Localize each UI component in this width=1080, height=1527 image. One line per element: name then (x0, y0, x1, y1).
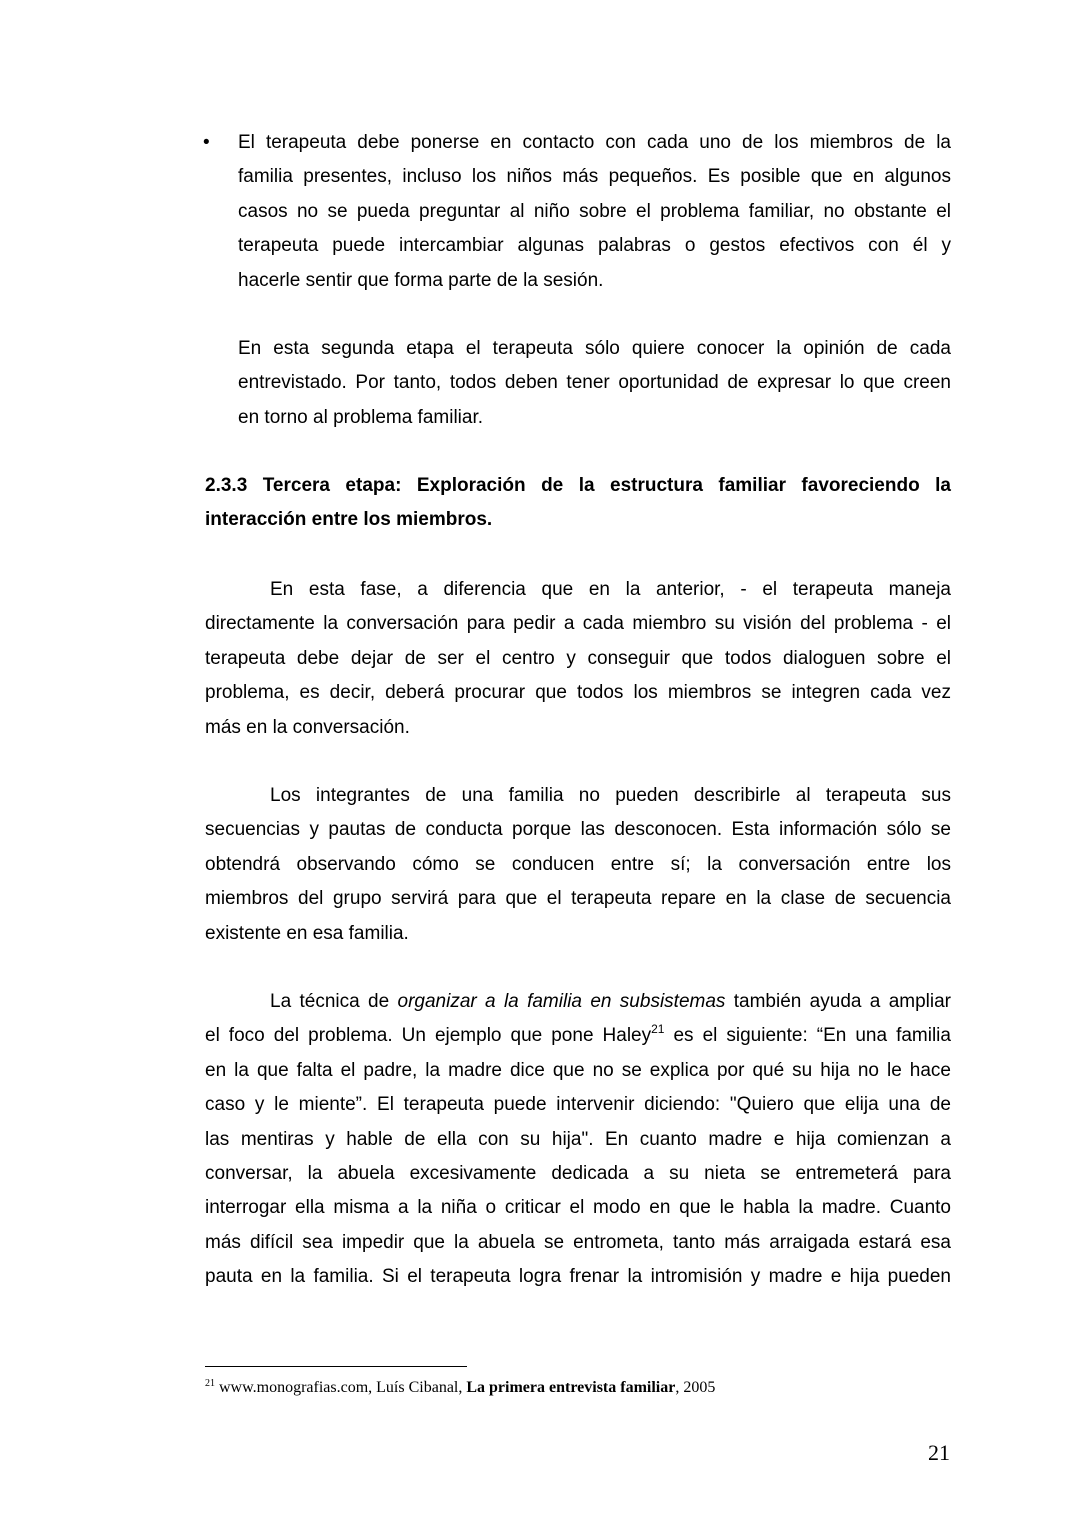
bullet-icon: • (203, 132, 210, 153)
paragraph-line (205, 676, 951, 710)
line-text: más difícil sea impedir que la abuela se entrometa, tanto más arraigada estará esa (205, 1231, 951, 1253)
section-heading-line (205, 469, 951, 503)
paragraph-line (238, 332, 951, 366)
line-text: 2.3.3 Tercera etapa: Exploración de la estructura familiar favoreciendo la (205, 475, 951, 496)
line-text: secuencias y pautas de conducta porque las desconocen. Esta información sólo se (205, 819, 951, 841)
line-text: entrevistado. Por tanto, todos deben tener oportunidad de expresar lo que creen (238, 372, 951, 394)
text-segment: el foco del problema. Un ejemplo que pone Haley (205, 1025, 652, 1047)
line-text: existente en esa familia. (205, 922, 409, 944)
paragraph-line (205, 607, 951, 641)
paragraph-line (270, 985, 951, 1019)
line-text: interrogar ella misma a la niña o criticar el modo en que le habla la madre. Cuanto (205, 1197, 951, 1219)
footnote-year: , 2005 (675, 1379, 716, 1396)
footnote (205, 1377, 715, 1399)
line-text: conversar, la abuela excesivamente dedicada a su nieta se entremeterá para (205, 1163, 951, 1184)
footnote-reference: 21 (651, 1022, 665, 1037)
line-text (270, 985, 951, 1019)
paragraph-line (238, 229, 951, 263)
page-number: 21 (928, 1440, 950, 1465)
section-heading-line (205, 503, 951, 537)
line-text: hacerle sentir que forma parte de la sesión. (238, 269, 604, 291)
paragraph-line (238, 264, 951, 298)
line-text: terapeuta debe dejar de ser el centro y conseguir que todos dialoguen sobre el (205, 647, 951, 669)
paragraph-line (205, 1054, 951, 1088)
paragraph-line (205, 1226, 951, 1260)
paragraph-line (270, 573, 951, 607)
paragraph-line (205, 1157, 951, 1191)
footnote-source: www.monografias.com, Luís Cibanal, (219, 1379, 467, 1396)
text-segment: La técnica de (270, 991, 398, 1012)
paragraph-line (205, 1260, 951, 1294)
line-text: El terapeuta debe ponerse en contacto con cada uno de los miembros de la (238, 132, 951, 153)
line-text: familia presentes, incluso los niños más pequeños. Es posible que en algunos (238, 166, 951, 188)
paragraph-line (238, 195, 951, 229)
text-segment: es el siguiente: “En una familia (664, 1025, 951, 1047)
line-text: caso y le miente”. El terapeuta puede intervenir diciendo: "Quiero que elija una de (205, 1094, 951, 1116)
line-text: problema, es decir, deberá procurar que todos los miembros se integren cada vez (205, 682, 951, 704)
emphasized-text: organizar a la familia en subsistemas (397, 991, 726, 1012)
paragraph-line (238, 401, 951, 435)
paragraph-line (205, 813, 951, 847)
line-text: miembros del grupo servirá para que el terapeuta repare en la clase de secuencia (205, 888, 951, 910)
line-text: interacción entre los miembros. (205, 509, 493, 531)
paragraph-line (238, 126, 951, 160)
paragraph-line (205, 917, 951, 951)
paragraph-line (205, 1019, 951, 1053)
text-segment: también ayuda a ampliar (725, 991, 951, 1012)
footnote-divider (205, 1366, 467, 1367)
line-text: en la que falta el padre, la madre dice que no se explica por qué su hija no le hace (205, 1059, 951, 1081)
line-text: casos no se pueda preguntar al niño sobre el problema familiar, no obstante el (238, 200, 951, 222)
footnote-title: La primera entrevista familiar (466, 1379, 676, 1396)
line-text: En esta fase, a diferencia que en la anterior, - el terapeuta maneja (270, 579, 951, 600)
paragraph-line (270, 779, 951, 813)
footnote-number: 21 (205, 1378, 215, 1389)
line-text: en torno al problema familiar. (238, 406, 484, 428)
line-text (205, 1019, 951, 1053)
line-text: las mentiras y hable de ella con su hija". En cuanto madre e hija comienzan a (205, 1128, 951, 1150)
paragraph-line (205, 848, 951, 882)
paragraph-line (205, 642, 951, 676)
paragraph-line (238, 160, 951, 194)
line-text: obtendrá observando cómo se conducen entre sí; la conversación entre los (205, 853, 951, 875)
paragraph-line (205, 882, 951, 916)
line-text: Los integrantes de una familia no pueden describirle al terapeuta sus (270, 785, 951, 806)
paragraph-line (205, 711, 951, 745)
line-text: más en la conversación. (205, 716, 410, 738)
line-text: pauta en la familia. Si el terapeuta logra frenar la intromisión y madre e hija pueden (205, 1266, 951, 1288)
line-text: directamente la conversación para pedir a cada miembro su visión del problema - el (205, 613, 951, 635)
paragraph-line (205, 1088, 951, 1122)
paragraph-line (205, 1123, 951, 1157)
line-text: En esta segunda etapa el terapeuta sólo quiere conocer la opinión de cada (238, 338, 951, 359)
line-text: terapeuta puede intercambiar algunas palabras o gestos efectivos con él y (238, 235, 951, 257)
paragraph-line (205, 1191, 951, 1225)
paragraph-line (238, 366, 951, 400)
